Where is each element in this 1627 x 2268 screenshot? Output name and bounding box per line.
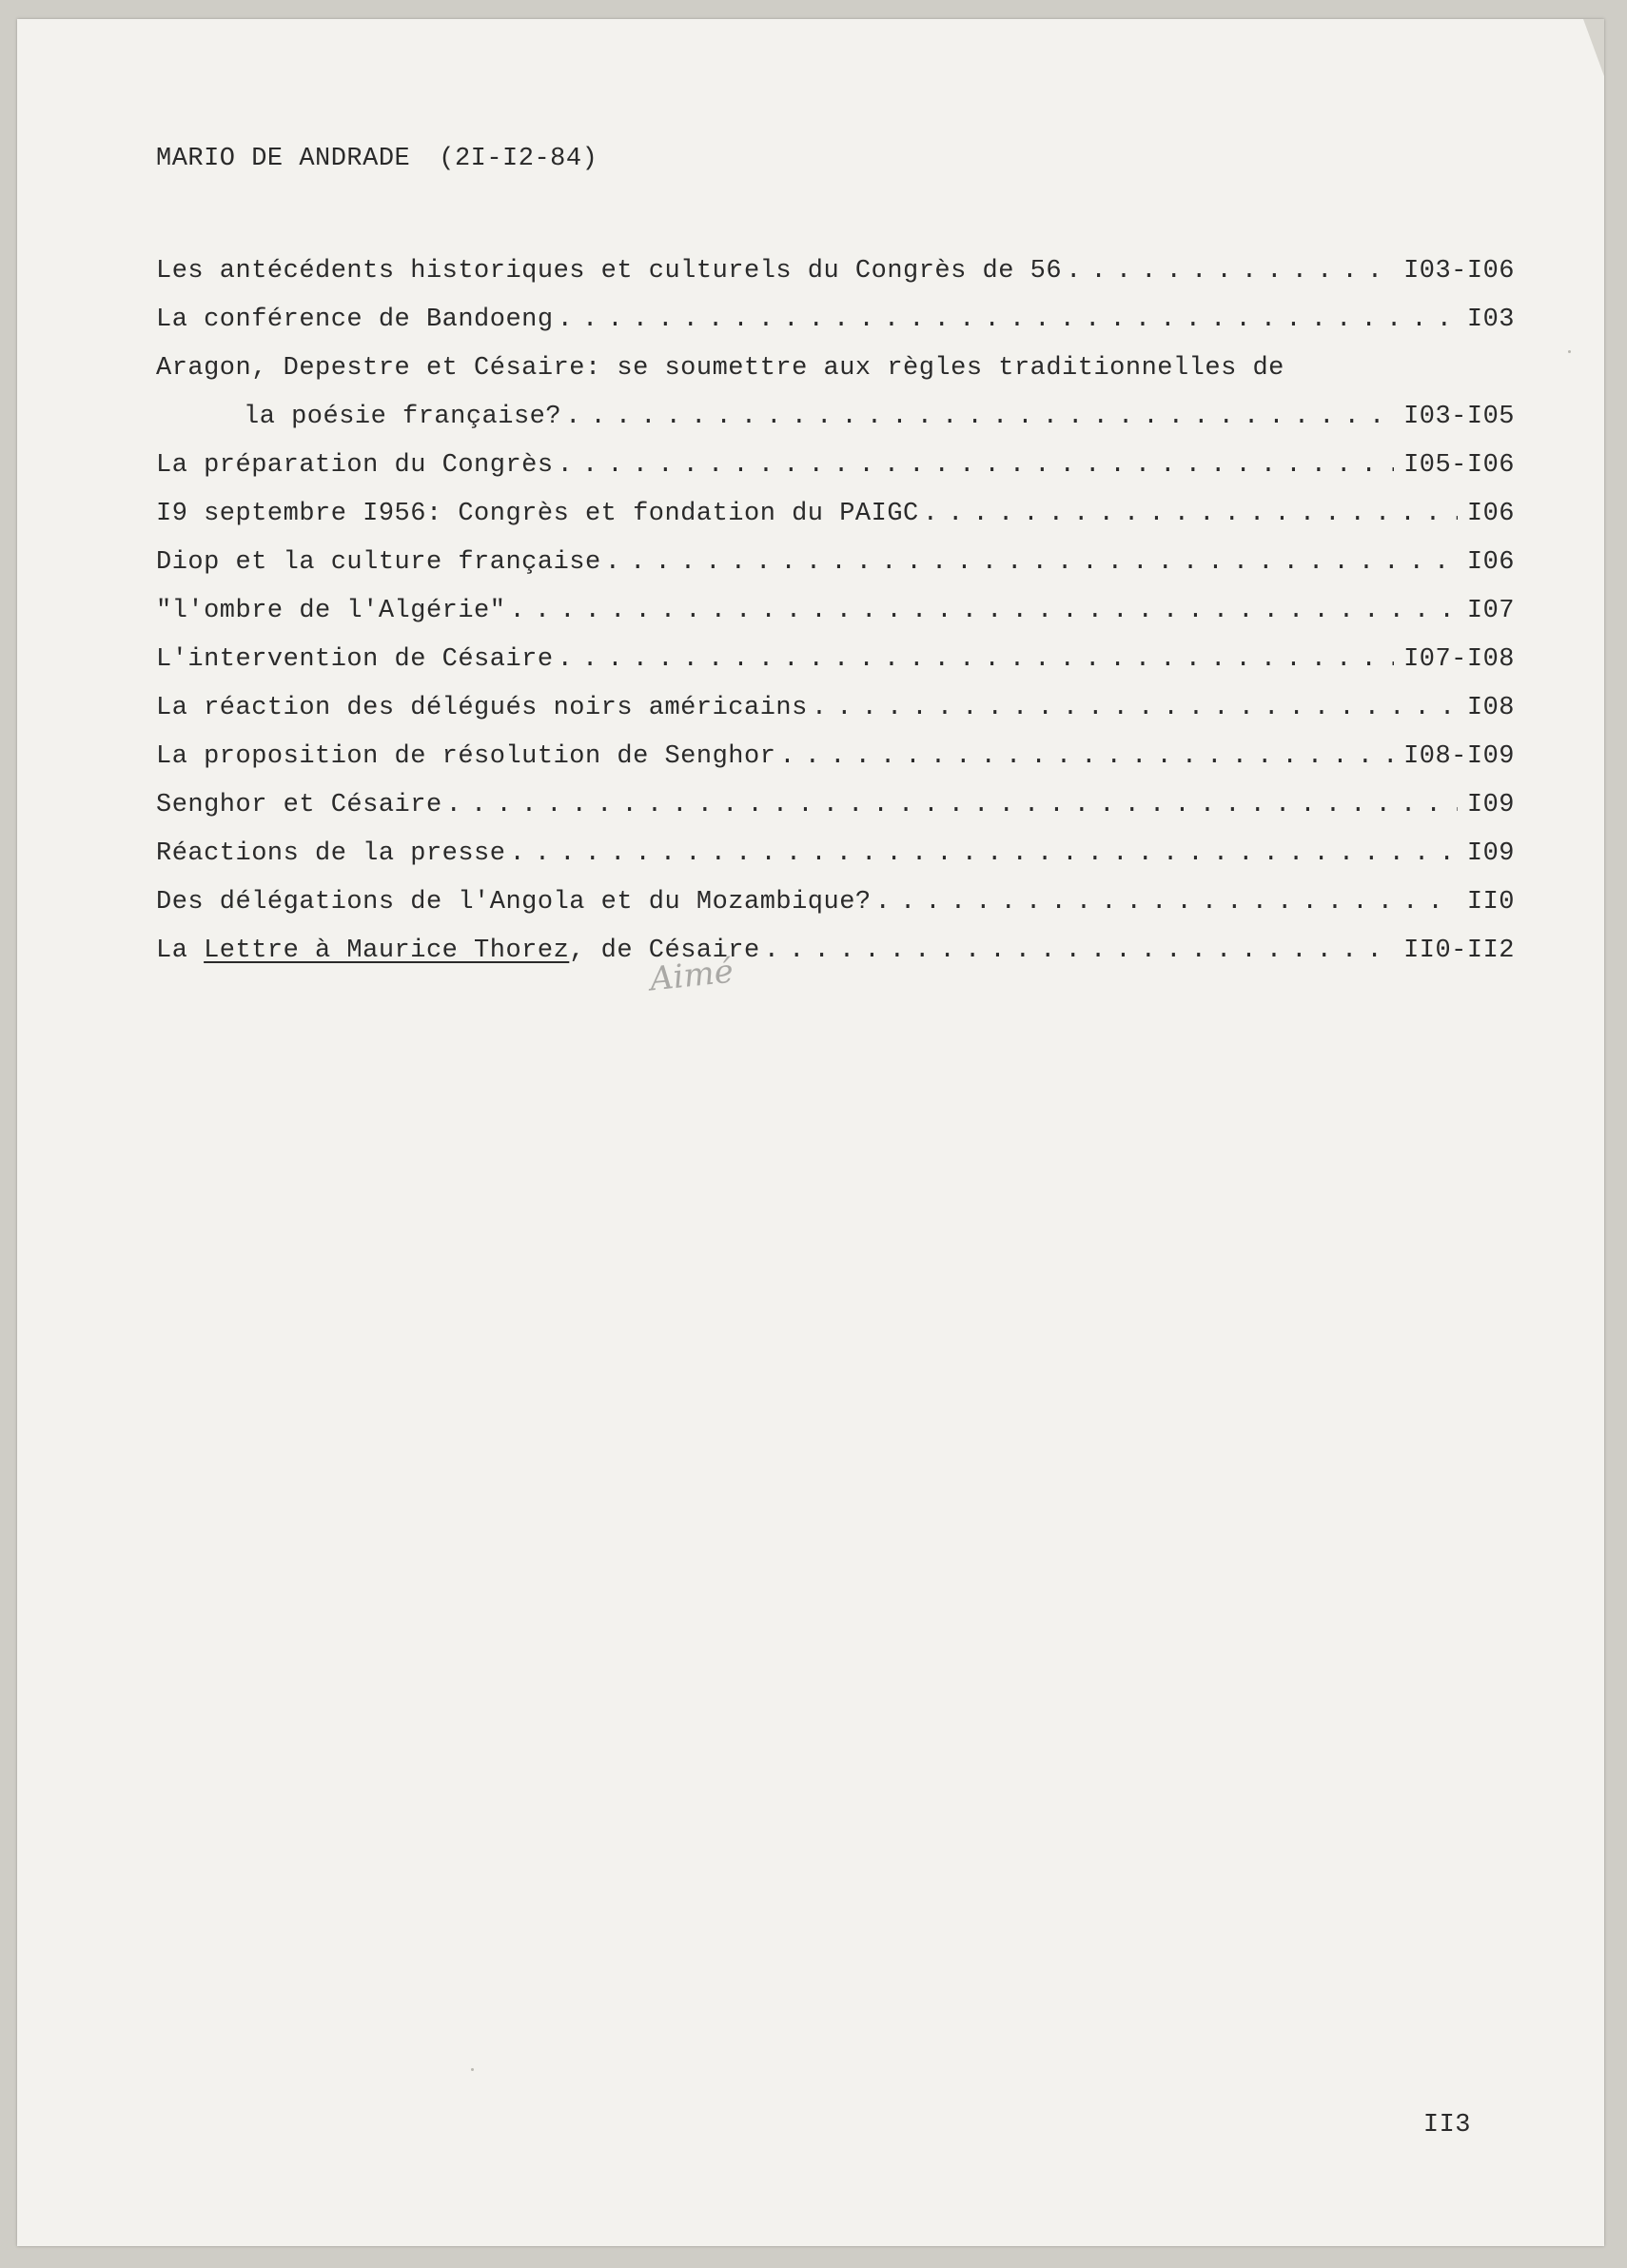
toc-entry-pages: I06 [1466,500,1515,528]
toc-entry [156,742,1515,791]
toc-entry [156,548,1515,597]
dot-leader [509,597,1457,625]
toc-entry-pages: II0-II2 [1403,937,1515,965]
dot-leader [1066,257,1394,286]
paper-speck [1568,350,1571,353]
table-of-contents [156,257,1515,985]
author-name: MARIO DE ANDRADE [156,145,411,173]
toc-entry [156,888,1515,937]
dot-leader [779,742,1394,771]
toc-entry-pages: I07-I08 [1403,645,1515,674]
dot-leader [558,645,1395,674]
dot-leader [558,451,1395,480]
toc-entry-title: Diop et la culture française [156,548,601,577]
dot-leader [446,791,1458,819]
dot-leader [509,839,1457,868]
toc-entry [156,645,1515,694]
toc-entry [156,694,1515,742]
dot-leader [875,888,1458,917]
toc-entry-pages: I03-I05 [1403,403,1515,431]
toc-entry-pages: I03 [1466,306,1515,334]
toc-entry-title: la poésie française? [244,403,562,431]
paper-speck [471,2068,474,2071]
toc-entry-pages: I08 [1466,694,1515,722]
dot-leader [565,403,1394,431]
document-header [156,145,598,173]
toc-entry-pages: I05-I06 [1403,451,1515,480]
toc-entry [156,937,1515,985]
toc-entry [156,839,1515,888]
toc-entry-title: Réactions de la presse [156,839,506,868]
toc-entry-pages: I08-I09 [1403,742,1515,771]
dot-leader [558,306,1458,334]
document-page [17,19,1604,2246]
toc-entry-title: L'intervention de Césaire [156,645,554,674]
toc-entry [156,306,1515,354]
toc-entry-pages: I09 [1466,839,1515,868]
toc-entry [156,354,1515,403]
toc-entry [156,451,1515,500]
toc-entry [156,500,1515,548]
toc-entry-pages: I09 [1466,791,1515,819]
toc-entry [156,257,1515,306]
page-corner-fold [1583,19,1604,76]
page-number: II3 [1422,2111,1471,2140]
toc-entry-continuation [156,403,1515,451]
underlined-work-title: Lettre à Maurice Thorez [204,937,570,965]
dot-leader [605,548,1458,577]
toc-entry-title: La proposition de résolution de Senghor [156,742,776,771]
dot-leader [764,937,1394,965]
toc-entry-title: Senghor et Césaire [156,791,442,819]
toc-entry-title: La préparation du Congrès [156,451,554,480]
dot-leader [923,500,1458,528]
title-suffix: , de Césaire [569,937,760,965]
toc-entry-title: "l'ombre de l'Algérie" [156,597,506,625]
title-prefix: La [156,937,205,965]
toc-entry-pages: I06 [1466,548,1515,577]
toc-entry-title: Les antécédents historiques et culturels du Congrès de 56 [156,257,1063,286]
toc-entry-pages: I03-I06 [1403,257,1515,286]
dot-leader [812,694,1458,722]
toc-entry [156,791,1515,839]
toc-entry-title: La réaction des délégués noirs américains [156,694,808,722]
toc-entry-pages: I07 [1466,597,1515,625]
toc-entry-pages: II0 [1466,888,1515,917]
toc-entry-title: La conférence de Bandoeng [156,306,554,334]
toc-entry-title: Aragon, Depestre et Césaire: se soumettre aux règles traditionnelles de [156,354,1284,383]
toc-entry-title: Des délégations de l'Angola et du Mozambique? [156,888,872,917]
header-date: (2I-I2-84) [439,145,598,173]
handwritten-annotation: Aimé [648,952,735,999]
toc-entry [156,597,1515,645]
toc-entry-title: I9 septembre I956: Congrès et fondation du PAIGC [156,500,919,528]
